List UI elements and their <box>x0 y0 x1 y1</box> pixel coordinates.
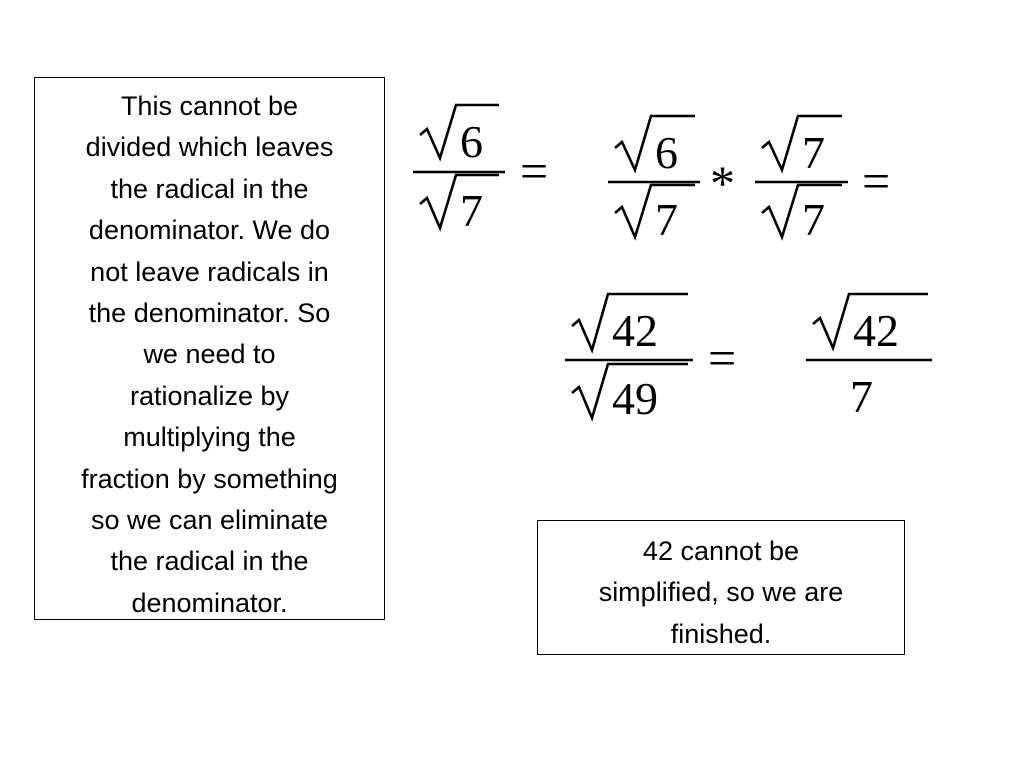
equals-sign: = <box>708 330 737 386</box>
multiply-sign: * <box>710 155 735 211</box>
conclusion-text-box <box>537 520 905 655</box>
radicand: 6 <box>460 116 483 167</box>
equals-sign: = <box>862 153 891 209</box>
radicand: 42 <box>853 305 899 356</box>
radicand: 7 <box>802 194 825 245</box>
radicand: 42 <box>612 305 658 356</box>
denominator: 7 <box>850 371 873 422</box>
explanation-line: so we can eliminate <box>90 505 329 536</box>
conclusion-line: simplified, so we are <box>598 577 844 608</box>
explanation-line: we need to <box>143 339 276 370</box>
explanation-line: rationalize by <box>129 380 290 411</box>
explanation-line: This cannot be <box>120 91 299 121</box>
conclusion-line: finished. <box>670 618 772 649</box>
explanation-line: denominator. We do <box>88 215 331 246</box>
explanation-line: fraction by something <box>81 463 338 494</box>
explanation-line: the radical in the <box>110 173 309 204</box>
radicand: 7 <box>802 127 825 178</box>
explanation-line: divided which leaves <box>85 132 334 163</box>
explanation-line: the denominator. So <box>88 298 331 329</box>
equals-sign: = <box>520 143 549 199</box>
radicand: 7 <box>460 185 483 236</box>
explanation-line: denominator. <box>131 587 288 618</box>
radicand: 49 <box>612 373 658 424</box>
radicand: 7 <box>655 194 678 245</box>
explanation-line: multiplying the <box>123 422 296 453</box>
explanation-line: the radical in the <box>110 546 309 577</box>
conclusion-line: 42 cannot be <box>642 536 800 566</box>
explanation-line: not leave radicals in <box>90 256 329 287</box>
radicand: 6 <box>655 127 678 178</box>
